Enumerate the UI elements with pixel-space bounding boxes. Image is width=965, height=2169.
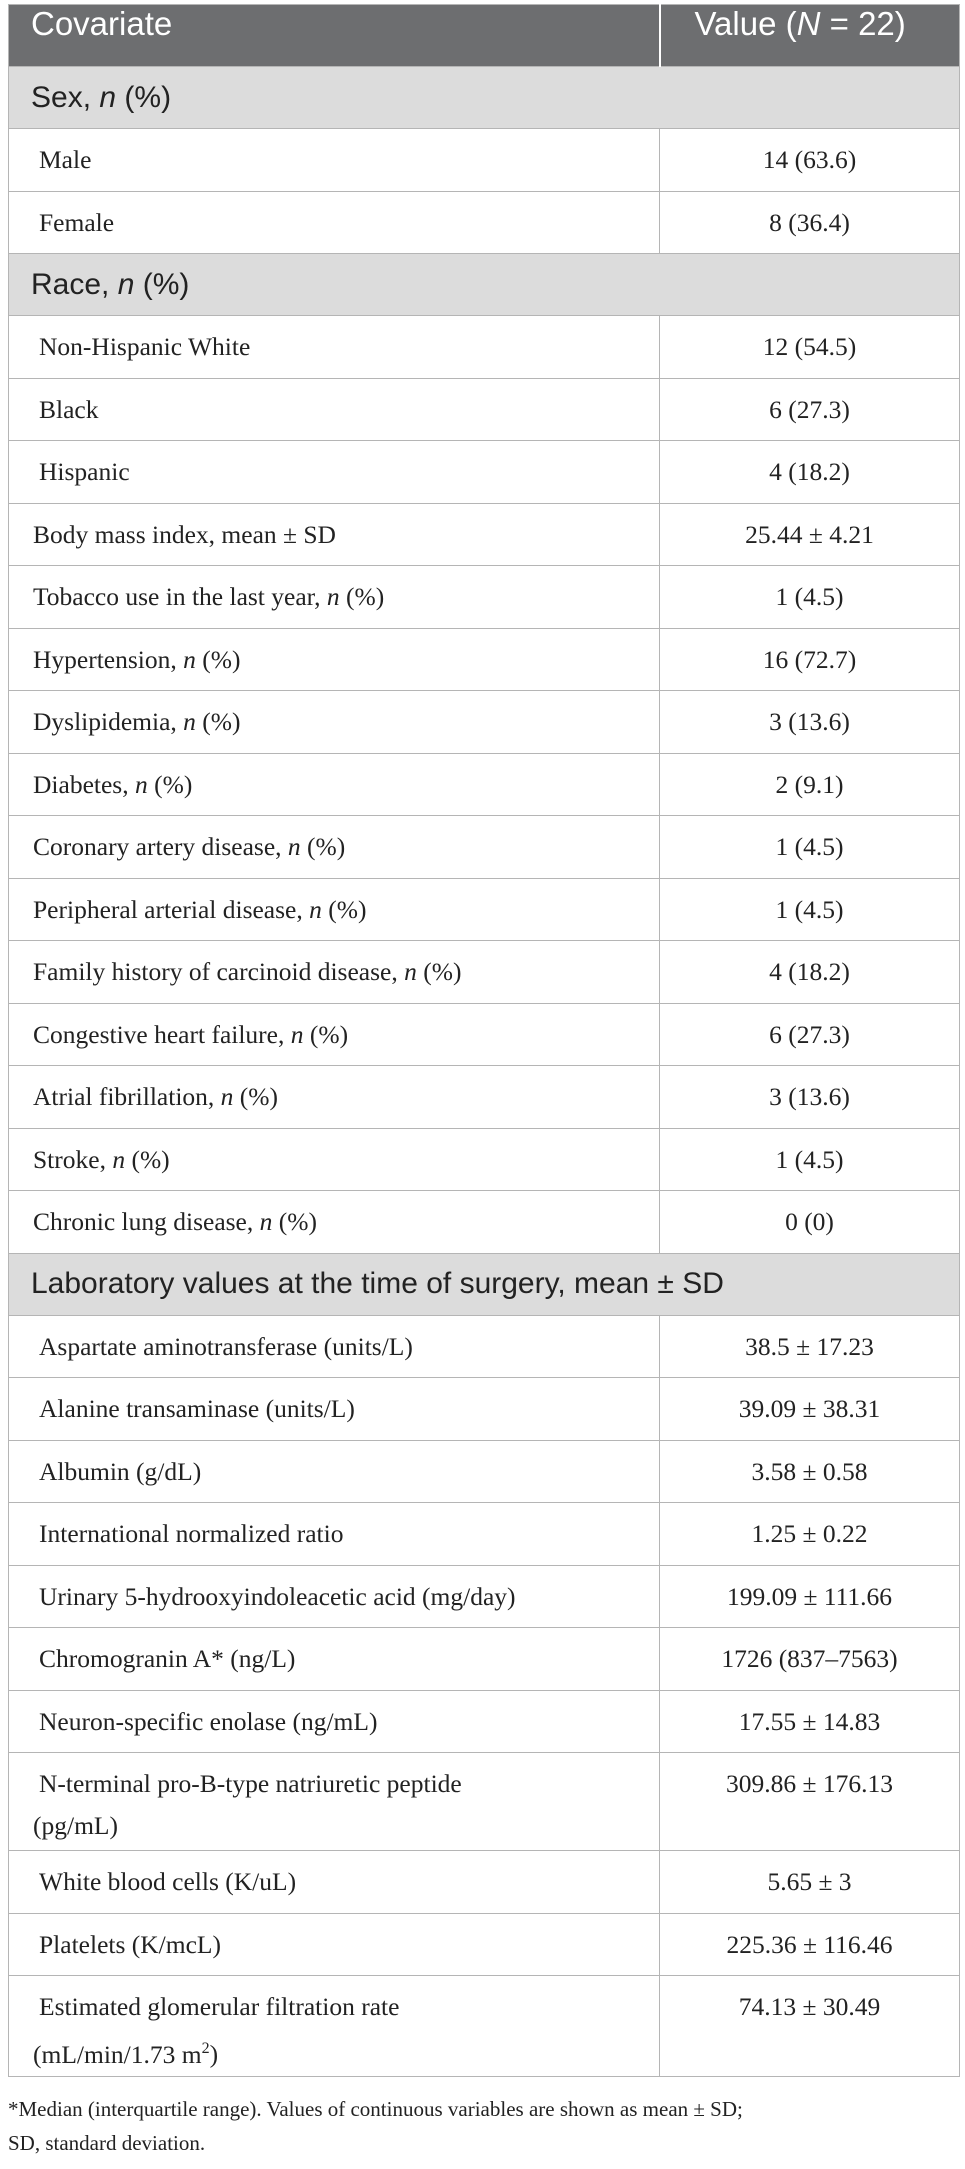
table-row — [9, 1913, 960, 1976]
table-row — [9, 441, 960, 504]
row-value: 39.09 ± 38.31 — [660, 1378, 960, 1441]
row-label-text: Hypertension, — [33, 644, 184, 674]
row-label-suffix: (%) — [416, 957, 462, 986]
header-covariate — [9, 5, 660, 67]
table-row — [9, 1628, 960, 1691]
row-label-line2-end: ) — [209, 2039, 219, 2069]
row-label: Alanine transaminase (units/L) — [9, 1378, 660, 1441]
row-label-line1: Estimated glomerular filtration rate — [39, 1992, 400, 2021]
table-row — [9, 1066, 960, 1129]
row-label-text: Stroke, — [33, 1144, 113, 1174]
row-value: 1 (4.5) — [660, 566, 960, 629]
row-label — [9, 941, 660, 1004]
row-label: Male — [9, 129, 660, 192]
row-value: 3.58 ± 0.58 — [660, 1440, 960, 1503]
row-label — [9, 1191, 660, 1254]
row-value: 3 (13.6) — [660, 1066, 960, 1129]
row-label-n: n — [183, 707, 196, 736]
row-label-n: n — [183, 644, 196, 674]
section-race-n: n — [117, 267, 135, 301]
row-label — [9, 1066, 660, 1129]
row-label-n: n — [309, 894, 322, 924]
row-label-n: n — [290, 1019, 304, 1049]
row-value: 4 (18.2) — [660, 941, 960, 1004]
row-label-n: n — [326, 582, 340, 611]
row-value: 1 (4.5) — [660, 1128, 960, 1191]
row-value: 25.44 ± 4.21 — [660, 503, 960, 566]
row-label — [9, 691, 660, 754]
row-label-n: n — [220, 1082, 234, 1111]
row-label-n: n — [259, 1207, 273, 1236]
row-label-n: n — [404, 957, 417, 986]
row-label-suffix: (%) — [300, 832, 346, 861]
table-row — [9, 691, 960, 754]
row-label-suffix: (%) — [195, 644, 241, 674]
row-label: Body mass index, mean ± SD — [9, 503, 660, 566]
row-label: Albumin (g/dL) — [9, 1440, 660, 1503]
row-value: 74.13 ± 30.49 — [660, 1976, 960, 2077]
table-row — [9, 316, 960, 379]
row-label: International normalized ratio — [9, 1503, 660, 1566]
table-row — [9, 503, 960, 566]
row-label-n: n — [287, 832, 301, 861]
row-label-n: n — [112, 1144, 126, 1174]
row-label: White blood cells (K/uL) — [9, 1851, 660, 1914]
row-label — [9, 878, 660, 941]
section-lab — [9, 1253, 960, 1315]
row-label-line1: N-terminal pro-B-type natriuretic peptide — [39, 1769, 462, 1798]
row-label: Black — [9, 378, 660, 441]
row-value: 14 (63.6) — [660, 129, 960, 192]
row-label — [9, 566, 660, 629]
table-row — [9, 1191, 960, 1254]
row-label: Neuron-specific enolase (ng/mL) — [9, 1690, 660, 1753]
row-label — [9, 1976, 660, 2077]
row-value: 309.86 ± 176.13 — [660, 1753, 960, 1851]
row-label-line2: (pg/mL) — [33, 1811, 118, 1840]
table-row — [9, 753, 960, 816]
table-row — [9, 1851, 960, 1914]
section-sex-n: n — [99, 80, 117, 114]
row-label — [9, 753, 660, 816]
row-label-suffix: (%) — [233, 1082, 279, 1111]
section-race — [9, 254, 960, 316]
row-label — [9, 816, 660, 879]
section-sex — [9, 67, 960, 129]
row-label — [9, 1003, 660, 1066]
row-label: Urinary 5-hydrooxyindoleacetic acid (mg/day) — [9, 1565, 660, 1628]
table-row — [9, 941, 960, 1004]
row-label-line2: (mL/min/1.73 m — [33, 2039, 202, 2069]
row-value: 6 (27.3) — [660, 378, 960, 441]
table-row — [9, 1753, 960, 1851]
row-label-suffix: (%) — [125, 1144, 170, 1174]
table-row — [9, 1315, 960, 1378]
row-label: Chromogranin A* (ng/L) — [9, 1628, 660, 1691]
table-row — [9, 816, 960, 879]
table-row — [9, 878, 960, 941]
row-label-text: Dyslipidemia, — [33, 707, 184, 736]
row-label-n: n — [134, 769, 148, 799]
table-row — [9, 1128, 960, 1191]
header-value-suffix: = 22) — [820, 5, 906, 42]
row-value: 6 (27.3) — [660, 1003, 960, 1066]
row-value: 8 (36.4) — [660, 191, 960, 254]
header-value-n: N — [796, 5, 821, 42]
table-row — [9, 566, 960, 629]
row-label — [9, 1128, 660, 1191]
header-covariate-label: Covariate — [31, 5, 173, 42]
table-row — [9, 1690, 960, 1753]
table-row — [9, 1003, 960, 1066]
row-value: 38.5 ± 17.23 — [660, 1315, 960, 1378]
table-footnote — [8, 2092, 958, 2160]
row-label-text: Peripheral arterial disease, — [33, 894, 310, 924]
row-value: 0 (0) — [660, 1191, 960, 1254]
header-value — [660, 5, 960, 67]
row-label: Aspartate aminotransferase (units/L) — [9, 1315, 660, 1378]
row-value: 1 (4.5) — [660, 816, 960, 879]
row-value: 225.36 ± 116.46 — [660, 1913, 960, 1976]
row-label-sup: 2 — [201, 2040, 210, 2057]
row-label-text: Family history of carcinoid disease, — [33, 957, 405, 986]
table-row — [9, 378, 960, 441]
row-value: 4 (18.2) — [660, 441, 960, 504]
table-row — [9, 628, 960, 691]
row-value: 1726 (837–7563) — [660, 1628, 960, 1691]
section-sex-suffix: (%) — [116, 80, 172, 114]
table-header-row — [9, 5, 960, 67]
table-row — [9, 1378, 960, 1441]
section-lab-cell: Laboratory values at the time of surgery, mean ± SD — [9, 1253, 960, 1315]
table-row — [9, 1976, 960, 2077]
table-row — [9, 191, 960, 254]
row-label: Hispanic — [9, 441, 660, 504]
row-label-text: Tobacco use in the last year, — [33, 582, 327, 611]
row-label — [9, 1753, 660, 1851]
row-label-text: Congestive heart failure, — [33, 1019, 291, 1049]
row-label-suffix: (%) — [147, 769, 193, 799]
row-label-suffix: (%) — [321, 894, 367, 924]
row-value: 3 (13.6) — [660, 691, 960, 754]
row-label-suffix: (%) — [339, 582, 385, 611]
section-race-cell — [9, 254, 960, 316]
section-sex-label: Sex, — [31, 80, 100, 114]
section-sex-cell — [9, 67, 960, 129]
row-value: 2 (9.1) — [660, 753, 960, 816]
table-row — [9, 1503, 960, 1566]
table-row — [9, 1565, 960, 1628]
section-race-label: Race, — [31, 267, 118, 301]
row-label: Platelets (K/mcL) — [9, 1913, 660, 1976]
row-label-text: Atrial fibrillation, — [33, 1082, 221, 1111]
row-value: 1.25 ± 0.22 — [660, 1503, 960, 1566]
row-label-suffix: (%) — [195, 707, 241, 736]
row-label — [9, 628, 660, 691]
header-value-prefix: Value ( — [694, 5, 797, 42]
row-value: 5.65 ± 3 — [660, 1851, 960, 1914]
covariate-table — [8, 4, 960, 2077]
table-row — [9, 129, 960, 192]
row-label: Female — [9, 191, 660, 254]
footnote-line2: SD, standard deviation. — [8, 2131, 206, 2155]
row-label: Non-Hispanic White — [9, 316, 660, 379]
row-value: 199.09 ± 111.66 — [660, 1565, 960, 1628]
row-label-text: Diabetes, — [33, 769, 135, 799]
row-label-text: Coronary artery disease, — [33, 832, 288, 861]
table-row — [9, 1440, 960, 1503]
row-label-suffix: (%) — [272, 1207, 317, 1236]
row-value: 17.55 ± 14.83 — [660, 1690, 960, 1753]
row-value: 12 (54.5) — [660, 316, 960, 379]
section-race-suffix: (%) — [134, 267, 190, 301]
row-value: 16 (72.7) — [660, 628, 960, 691]
footnote-line1: *Median (interquartile range). Values of continuous variables are shown as mean ± SD; — [8, 2097, 743, 2121]
row-label-suffix: (%) — [303, 1019, 349, 1049]
row-value: 1 (4.5) — [660, 878, 960, 941]
row-label-text: Chronic lung disease, — [33, 1207, 260, 1236]
